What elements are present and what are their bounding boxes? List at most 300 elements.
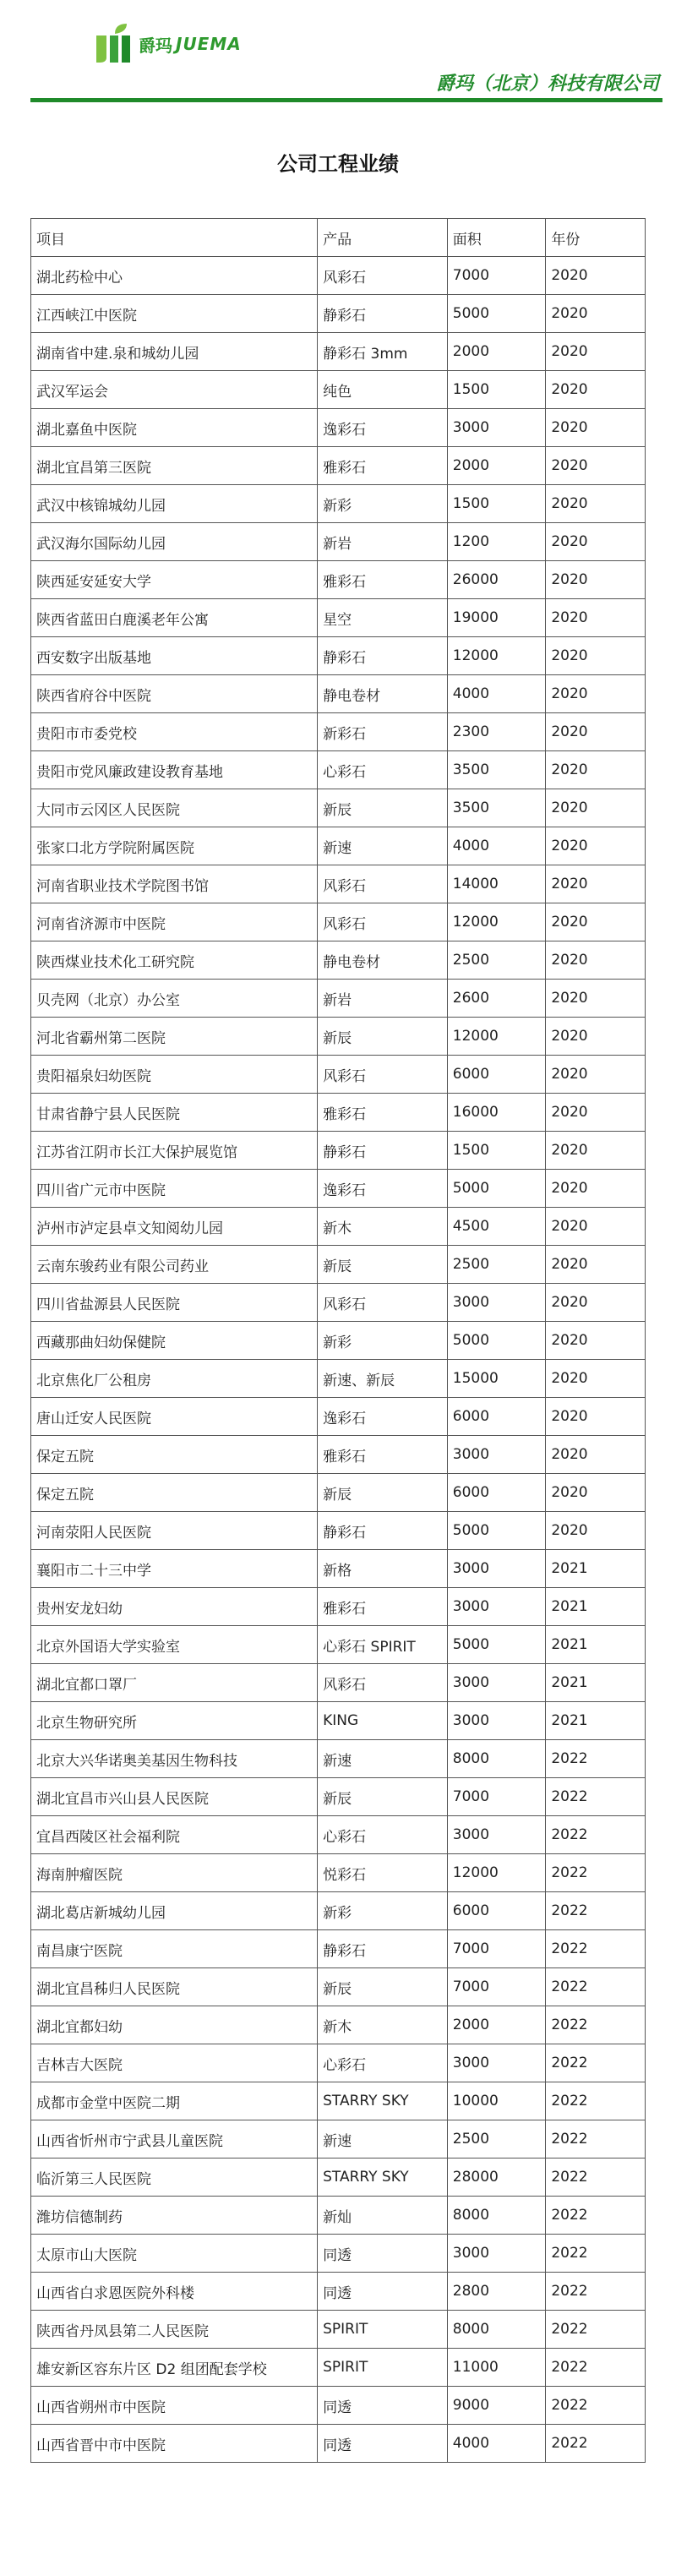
table-row — [31, 2044, 646, 2082]
cell-area: 3000 — [447, 2235, 546, 2273]
cell-product: KING — [318, 1702, 448, 1740]
cell-product: 逸彩石 — [318, 409, 448, 447]
cell-project: 湖北宜都妇幼 — [31, 2006, 318, 2044]
cell-year: 2022 — [546, 1968, 646, 2006]
table-row — [31, 1854, 646, 1892]
cell-project: 湖北嘉鱼中医院 — [31, 409, 318, 447]
table-row — [31, 1626, 646, 1664]
header-divider — [30, 98, 662, 102]
cell-product: 静彩石 — [318, 1512, 448, 1550]
table-header-row — [31, 219, 646, 257]
cell-project: 四川省广元市中医院 — [31, 1170, 318, 1208]
cell-project: 北京生物研究所 — [31, 1702, 318, 1740]
table-row — [31, 1170, 646, 1208]
cell-project: 河南省职业技术学院图书馆 — [31, 865, 318, 903]
table-row — [31, 1588, 646, 1626]
cell-project: 陕西延安延安大学 — [31, 561, 318, 599]
table-row — [31, 2006, 646, 2044]
cell-project: 雄安新区容东片区 D2 组团配套学校 — [31, 2349, 318, 2387]
cell-area: 19000 — [447, 599, 546, 637]
cell-year: 2020 — [546, 980, 646, 1018]
cell-project: 山西省晋中市中医院 — [31, 2425, 318, 2463]
cell-project: 南昌康宁医院 — [31, 1930, 318, 1968]
cell-year: 2020 — [546, 713, 646, 751]
table-row — [31, 1322, 646, 1360]
cell-project: 西安数字出版基地 — [31, 637, 318, 675]
cell-year: 2020 — [546, 1018, 646, 1056]
cell-product: 风彩石 — [318, 257, 448, 295]
cell-product: 新岩 — [318, 523, 448, 561]
cell-project: 成都市金堂中医院二期 — [31, 2082, 318, 2120]
cell-product: 雅彩石 — [318, 1588, 448, 1626]
cell-product: 静彩石 — [318, 1132, 448, 1170]
cell-area: 7000 — [447, 1778, 546, 1816]
cell-project: 四川省盐源县人民医院 — [31, 1284, 318, 1322]
cell-year: 2020 — [546, 1474, 646, 1512]
cell-project: 保定五院 — [31, 1436, 318, 1474]
cell-area: 15000 — [447, 1360, 546, 1398]
cell-year: 2020 — [546, 447, 646, 485]
table-row — [31, 1892, 646, 1930]
cell-product: 风彩石 — [318, 865, 448, 903]
company-name: 爵玛（北京）科技有限公司 — [435, 74, 659, 95]
cell-year: 2020 — [546, 1360, 646, 1398]
cell-area: 2000 — [447, 333, 546, 371]
cell-project: 北京焦化厂公租房 — [31, 1360, 318, 1398]
cell-product: 新彩 — [318, 1892, 448, 1930]
table-row — [31, 1816, 646, 1854]
cell-year: 2022 — [546, 1892, 646, 1930]
cell-area: 8000 — [447, 2311, 546, 2349]
cell-area: 2800 — [447, 2273, 546, 2311]
cell-project: 吉林吉大医院 — [31, 2044, 318, 2082]
cell-area: 6000 — [447, 1474, 546, 1512]
table-row — [31, 2349, 646, 2387]
cell-project: 陕西省蓝田白鹿溪老年公寓 — [31, 599, 318, 637]
cell-product: 同透 — [318, 2235, 448, 2273]
cell-area: 28000 — [447, 2158, 546, 2197]
cell-project: 保定五院 — [31, 1474, 318, 1512]
table-row — [31, 447, 646, 485]
cell-year: 2020 — [546, 1284, 646, 1322]
cell-product: 静彩石 3mm — [318, 333, 448, 371]
cell-year: 2020 — [546, 827, 646, 865]
cell-year: 2020 — [546, 599, 646, 637]
cell-project: 湖北宜昌第三医院 — [31, 447, 318, 485]
cell-area: 9000 — [447, 2387, 546, 2425]
logo-text-en: JUEMA — [176, 34, 242, 54]
table-row — [31, 1740, 646, 1778]
cell-year: 2022 — [546, 2273, 646, 2311]
cell-area: 12000 — [447, 903, 546, 941]
cell-project: 甘肃省静宁县人民医院 — [31, 1094, 318, 1132]
table-row — [31, 2158, 646, 2197]
table-row — [31, 941, 646, 980]
cell-product: 静电卷材 — [318, 675, 448, 713]
cell-area: 10000 — [447, 2082, 546, 2120]
cell-year: 2020 — [546, 1056, 646, 1094]
cell-year: 2020 — [546, 371, 646, 409]
cell-product: 风彩石 — [318, 903, 448, 941]
table-row — [31, 1056, 646, 1094]
projects-table — [30, 218, 646, 2463]
cell-year: 2020 — [546, 1512, 646, 1550]
cell-product: 新速、新辰 — [318, 1360, 448, 1398]
cell-year: 2022 — [546, 2120, 646, 2158]
cell-product: 星空 — [318, 599, 448, 637]
cell-product: 静彩石 — [318, 637, 448, 675]
cell-area: 16000 — [447, 1094, 546, 1132]
table-row — [31, 675, 646, 713]
cell-year: 2020 — [546, 561, 646, 599]
cell-project: 宜昌西陵区社会福利院 — [31, 1816, 318, 1854]
table-row — [31, 1284, 646, 1322]
cell-area: 7000 — [447, 1930, 546, 1968]
cell-year: 2020 — [546, 409, 646, 447]
cell-project: 贵州安龙妇幼 — [31, 1588, 318, 1626]
cell-year: 2022 — [546, 1740, 646, 1778]
cell-area: 6000 — [447, 1398, 546, 1436]
cell-area: 6000 — [447, 1056, 546, 1094]
cell-area: 12000 — [447, 637, 546, 675]
table-row — [31, 1664, 646, 1702]
cell-year: 2022 — [546, 2425, 646, 2463]
cell-area: 5000 — [447, 295, 546, 333]
cell-year: 2022 — [546, 1778, 646, 1816]
cell-project: 贵阳市党风廉政建设教育基地 — [31, 751, 318, 789]
cell-project: 湖北药检中心 — [31, 257, 318, 295]
cell-product: 新灿 — [318, 2197, 448, 2235]
table-row — [31, 523, 646, 561]
cell-project: 大同市云冈区人民医院 — [31, 789, 318, 827]
cell-product: 新辰 — [318, 1246, 448, 1284]
cell-product: 新辰 — [318, 1968, 448, 2006]
cell-product: 悦彩石 — [318, 1854, 448, 1892]
table-row — [31, 2120, 646, 2158]
cell-area: 3000 — [447, 1284, 546, 1322]
brand-logo — [90, 20, 242, 68]
cell-area: 14000 — [447, 865, 546, 903]
cell-product: 新速 — [318, 2120, 448, 2158]
cell-area: 3000 — [447, 409, 546, 447]
cell-project: 云南东骏药业有限公司药业 — [31, 1246, 318, 1284]
cell-area: 12000 — [447, 1018, 546, 1056]
cell-area: 3000 — [447, 2044, 546, 2082]
cell-project: 山西省白求恩医院外科楼 — [31, 2273, 318, 2311]
cell-year: 2020 — [546, 637, 646, 675]
cell-product: 静彩石 — [318, 295, 448, 333]
cell-product: 新彩 — [318, 1322, 448, 1360]
cell-product: STARRY SKY — [318, 2082, 448, 2120]
cell-area: 3000 — [447, 1664, 546, 1702]
cell-product: 新辰 — [318, 1474, 448, 1512]
table-row — [31, 1398, 646, 1436]
cell-year: 2020 — [546, 1322, 646, 1360]
table-row — [31, 637, 646, 675]
cell-area: 3500 — [447, 751, 546, 789]
cell-year: 2022 — [546, 1930, 646, 1968]
cell-project: 贝壳网（北京）办公室 — [31, 980, 318, 1018]
table-row — [31, 1436, 646, 1474]
table-row — [31, 1702, 646, 1740]
cell-area: 3500 — [447, 789, 546, 827]
table-row — [31, 713, 646, 751]
cell-project: 武汉海尔国际幼儿园 — [31, 523, 318, 561]
cell-area: 4000 — [447, 2425, 546, 2463]
cell-project: 唐山迁安人民医院 — [31, 1398, 318, 1436]
cell-year: 2022 — [546, 1854, 646, 1892]
cell-product: 风彩石 — [318, 1056, 448, 1094]
cell-area: 4000 — [447, 827, 546, 865]
table-row — [31, 333, 646, 371]
cell-project: 武汉中核锦城幼儿园 — [31, 485, 318, 523]
cell-year: 2020 — [546, 295, 646, 333]
cell-product: STARRY SKY — [318, 2158, 448, 2197]
cell-year: 2020 — [546, 941, 646, 980]
table-row — [31, 561, 646, 599]
cell-year: 2020 — [546, 1208, 646, 1246]
cell-project: 西藏那曲妇幼保健院 — [31, 1322, 318, 1360]
cell-product: 新彩 — [318, 485, 448, 523]
cell-year: 2020 — [546, 903, 646, 941]
table-row — [31, 2235, 646, 2273]
cell-year: 2020 — [546, 333, 646, 371]
cell-project: 湖北宜昌市兴山县人民医院 — [31, 1778, 318, 1816]
cell-project: 陕西省府谷中医院 — [31, 675, 318, 713]
cell-product: 同透 — [318, 2273, 448, 2311]
cell-product: 静彩石 — [318, 1930, 448, 1968]
table-row — [31, 1930, 646, 1968]
cell-product: 新速 — [318, 1740, 448, 1778]
cell-area: 5000 — [447, 1170, 546, 1208]
table-row — [31, 903, 646, 941]
cell-year: 2021 — [546, 1626, 646, 1664]
cell-year: 2021 — [546, 1664, 646, 1702]
leaf-logo-icon — [90, 20, 137, 68]
table-row — [31, 865, 646, 903]
cell-product: 新岩 — [318, 980, 448, 1018]
cell-area: 3000 — [447, 1588, 546, 1626]
cell-product: 雅彩石 — [318, 1436, 448, 1474]
cell-product: SPIRIT — [318, 2311, 448, 2349]
cell-area: 1500 — [447, 485, 546, 523]
table-row — [31, 2197, 646, 2235]
header-year: 年份 — [546, 219, 646, 257]
cell-product: 雅彩石 — [318, 561, 448, 599]
cell-year: 2022 — [546, 2006, 646, 2044]
cell-year: 2022 — [546, 2387, 646, 2425]
cell-area: 3000 — [447, 1816, 546, 1854]
cell-area: 2500 — [447, 941, 546, 980]
cell-year: 2022 — [546, 2197, 646, 2235]
cell-product: 同透 — [318, 2425, 448, 2463]
cell-year: 2022 — [546, 2349, 646, 2387]
cell-project: 山西省朔州市中医院 — [31, 2387, 318, 2425]
cell-project: 湖南省中建.泉和城幼儿园 — [31, 333, 318, 371]
table-row — [31, 1474, 646, 1512]
cell-product: 同透 — [318, 2387, 448, 2425]
cell-year: 2022 — [546, 1816, 646, 1854]
cell-area: 1500 — [447, 1132, 546, 1170]
cell-area: 1500 — [447, 371, 546, 409]
table-row — [31, 1132, 646, 1170]
table-row — [31, 1094, 646, 1132]
table-row — [31, 1208, 646, 1246]
cell-year: 2021 — [546, 1588, 646, 1626]
cell-year: 2022 — [546, 2311, 646, 2349]
cell-area: 5000 — [447, 1322, 546, 1360]
cell-area: 2000 — [447, 2006, 546, 2044]
cell-product: 心彩石 — [318, 751, 448, 789]
cell-project: 北京大兴华诺奥美基因生物科技 — [31, 1740, 318, 1778]
table-row — [31, 2273, 646, 2311]
cell-area: 3000 — [447, 1702, 546, 1740]
cell-area: 7000 — [447, 257, 546, 295]
cell-area: 1200 — [447, 523, 546, 561]
cell-area: 5000 — [447, 1626, 546, 1664]
table-row — [31, 1018, 646, 1056]
table-row — [31, 2082, 646, 2120]
cell-project: 湖北葛店新城幼儿园 — [31, 1892, 318, 1930]
cell-area: 4500 — [447, 1208, 546, 1246]
table-row — [31, 295, 646, 333]
cell-product: 逸彩石 — [318, 1398, 448, 1436]
table-row — [31, 371, 646, 409]
table-row — [31, 2387, 646, 2425]
cell-area: 12000 — [447, 1854, 546, 1892]
cell-project: 湖北宜都口罩厂 — [31, 1664, 318, 1702]
cell-product: 新辰 — [318, 789, 448, 827]
cell-area: 2000 — [447, 447, 546, 485]
cell-product: 新彩石 — [318, 713, 448, 751]
cell-product: 风彩石 — [318, 1284, 448, 1322]
cell-year: 2020 — [546, 1170, 646, 1208]
cell-project: 海南肿瘤医院 — [31, 1854, 318, 1892]
cell-year: 2020 — [546, 865, 646, 903]
cell-area: 2500 — [447, 1246, 546, 1284]
cell-product: 心彩石 — [318, 1816, 448, 1854]
cell-product: 心彩石 — [318, 2044, 448, 2082]
page-header — [30, 17, 662, 105]
cell-project: 武汉军运会 — [31, 371, 318, 409]
table-row — [31, 1968, 646, 2006]
cell-project: 山西省忻州市宁武县儿童医院 — [31, 2120, 318, 2158]
cell-project: 贵阳市市委党校 — [31, 713, 318, 751]
cell-year: 2020 — [546, 1398, 646, 1436]
cell-area: 2600 — [447, 980, 546, 1018]
cell-product: 新木 — [318, 1208, 448, 1246]
table-row — [31, 1778, 646, 1816]
cell-product: 静电卷材 — [318, 941, 448, 980]
table-row — [31, 1360, 646, 1398]
page-title: 公司工程业绩 — [277, 152, 399, 176]
cell-project: 张家口北方学院附属医院 — [31, 827, 318, 865]
cell-area: 6000 — [447, 1892, 546, 1930]
cell-product: 新辰 — [318, 1778, 448, 1816]
cell-product: 雅彩石 — [318, 447, 448, 485]
table-row — [31, 789, 646, 827]
header-product: 产品 — [318, 219, 448, 257]
cell-area: 3000 — [447, 1550, 546, 1588]
cell-product: 雅彩石 — [318, 1094, 448, 1132]
cell-project: 江苏省江阴市长江大保护展览馆 — [31, 1132, 318, 1170]
cell-year: 2020 — [546, 1246, 646, 1284]
cell-year: 2020 — [546, 1436, 646, 1474]
cell-year: 2020 — [546, 1132, 646, 1170]
cell-area: 8000 — [447, 1740, 546, 1778]
cell-area: 8000 — [447, 2197, 546, 2235]
cell-project: 太原市山大医院 — [31, 2235, 318, 2273]
cell-year: 2020 — [546, 789, 646, 827]
table-row — [31, 1246, 646, 1284]
cell-project: 陕西煤业技术化工研究院 — [31, 941, 318, 980]
cell-project: 河南省济源市中医院 — [31, 903, 318, 941]
cell-project: 临沂第三人民医院 — [31, 2158, 318, 2197]
cell-project: 北京外国语大学实验室 — [31, 1626, 318, 1664]
cell-area: 2500 — [447, 2120, 546, 2158]
cell-project: 贵阳福泉妇幼医院 — [31, 1056, 318, 1094]
cell-project: 江西峡江中医院 — [31, 295, 318, 333]
cell-product: 风彩石 — [318, 1664, 448, 1702]
cell-area: 4000 — [447, 675, 546, 713]
cell-project: 泸州市泸定县卓文知阅幼儿园 — [31, 1208, 318, 1246]
table-row — [31, 1550, 646, 1588]
cell-product: 新辰 — [318, 1018, 448, 1056]
cell-product: SPIRIT — [318, 2349, 448, 2387]
cell-year: 2022 — [546, 2044, 646, 2082]
logo-text-cn: 爵玛 — [139, 35, 172, 56]
cell-year: 2022 — [546, 2158, 646, 2197]
table-row — [31, 485, 646, 523]
table-row — [31, 980, 646, 1018]
cell-product: 逸彩石 — [318, 1170, 448, 1208]
table-row — [31, 2425, 646, 2463]
cell-area: 11000 — [447, 2349, 546, 2387]
table-row — [31, 1512, 646, 1550]
cell-project: 河南荥阳人民医院 — [31, 1512, 318, 1550]
cell-year: 2021 — [546, 1702, 646, 1740]
table-row — [31, 599, 646, 637]
cell-year: 2021 — [546, 1550, 646, 1588]
table-row — [31, 409, 646, 447]
cell-year: 2022 — [546, 2235, 646, 2273]
cell-area: 26000 — [447, 561, 546, 599]
cell-area: 5000 — [447, 1512, 546, 1550]
cell-year: 2022 — [546, 2082, 646, 2120]
cell-product: 纯色 — [318, 371, 448, 409]
cell-year: 2020 — [546, 523, 646, 561]
cell-product: 新格 — [318, 1550, 448, 1588]
header-project: 项目 — [31, 219, 318, 257]
table-body — [31, 257, 646, 2463]
cell-product: 新速 — [318, 827, 448, 865]
cell-area: 2300 — [447, 713, 546, 751]
cell-product: 心彩石 SPIRIT — [318, 1626, 448, 1664]
table-row — [31, 257, 646, 295]
cell-product: 新木 — [318, 2006, 448, 2044]
cell-project: 湖北宜昌秭归人民医院 — [31, 1968, 318, 2006]
cell-year: 2020 — [546, 675, 646, 713]
table-row — [31, 751, 646, 789]
table-row — [31, 2311, 646, 2349]
table-row — [31, 827, 646, 865]
cell-project: 襄阳市二十三中学 — [31, 1550, 318, 1588]
cell-area: 3000 — [447, 1436, 546, 1474]
cell-project: 河北省霸州第二医院 — [31, 1018, 318, 1056]
cell-year: 2020 — [546, 485, 646, 523]
cell-area: 7000 — [447, 1968, 546, 2006]
header-area: 面积 — [447, 219, 546, 257]
